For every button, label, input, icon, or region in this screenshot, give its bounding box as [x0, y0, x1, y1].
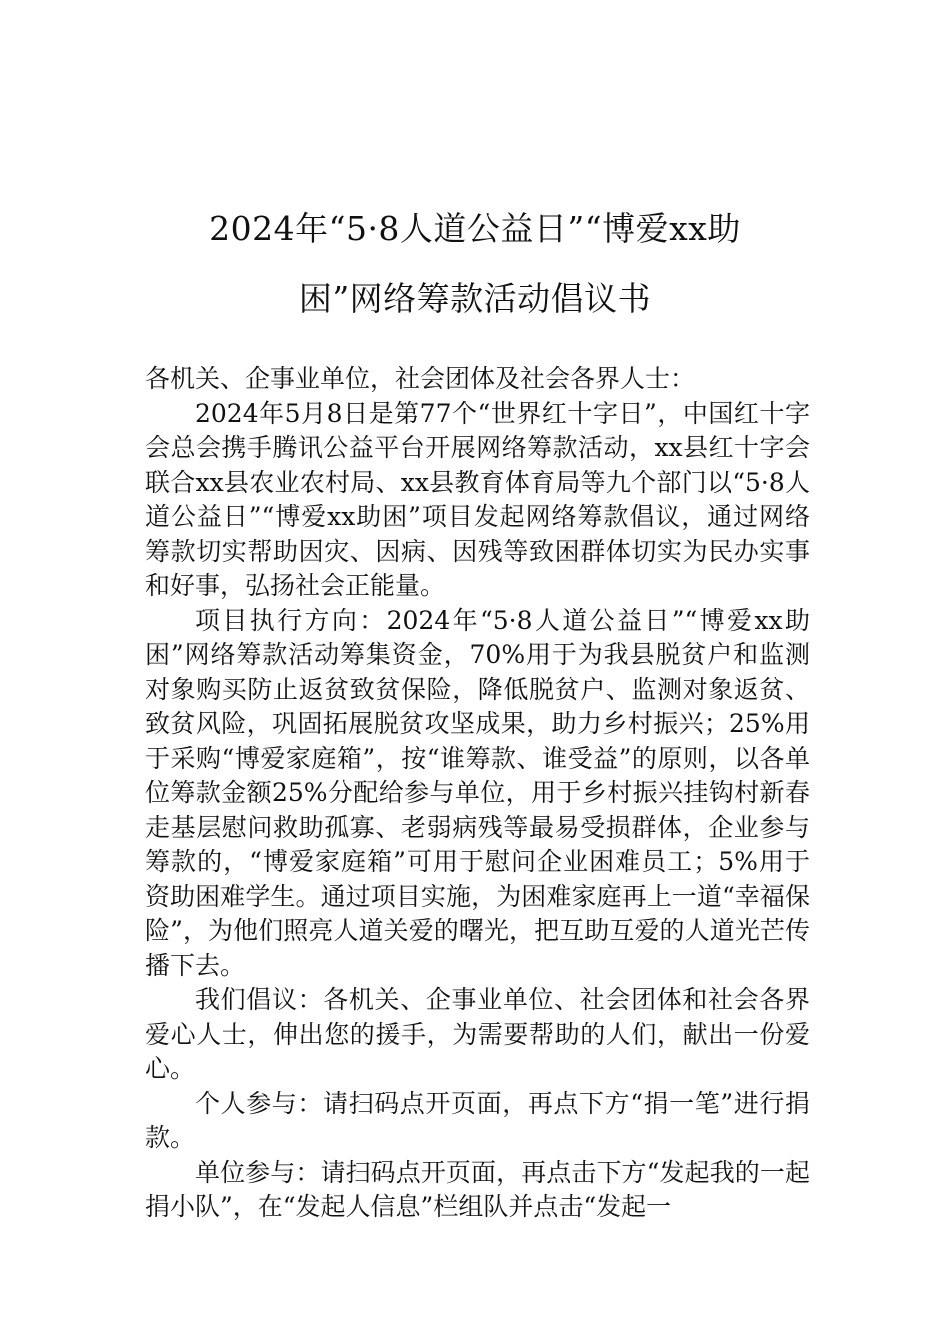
paragraph-unit-participation: 单位参与：请扫码点开页面，再点击下方“发起我的一起捐小队”，在“发起人信息”栏组队并点击“发起一: [145, 1157, 810, 1221]
title-line-1: 2024年“5·8人道公益日”“博爱xx助: [209, 209, 741, 248]
document-title: [150, 194, 800, 334]
title-line-2: 困”网络筹款活动倡议书: [298, 279, 652, 318]
document-body: [145, 362, 810, 1225]
paragraph-project-direction: 项目执行方向：2024年“5·8人道公益日”“博爱xx助困”网络筹款活动筹集资金，70%用于为我县脱贫户和监测对象购买防止返贫致贫保险，降低脱贫户、监测对象返贫、致贫风险，巩固拓展脱贫攻坚成果，助力乡村振兴；25%用于采购“博爱家庭箱”，按“谁筹款、谁受益”的原则，以各单位筹款金额25%分配给参与单位，用于乡村振兴挂钩村新春走基层慰问救助孤寡、老弱病残等最易受损群体，企业参与筹款的，“博爱家庭箱”可用于慰问企业困难员工；5%用于资助困难学生。通过项目实施，为困难家庭再上一道“幸福保险”，为他们照亮人道关爱的曙光，把互助互爱的人道光芒传播下去。: [145, 605, 810, 980]
paragraph-appeal: 我们倡议：各机关、企事业单位、社会团体和社会各界爱心人士，伸出您的援手，为需要帮助的人们，献出一份爱心。: [145, 985, 810, 1083]
paragraph-individual-participation: 个人参与：请扫码点开页面，再点下方“捐一笔”进行捐款。: [145, 1088, 810, 1152]
salutation: 各机关、企事业单位，社会团体及社会各界人士：: [145, 364, 696, 393]
paragraph-intro: 2024年5月8日是第77个“世界红十字日”，中国红十字会总会携手腾讯公益平台开展网络筹款活动，xx县红十字会联合xx县农业农村局、xx县教育体育局等九个部门以“5·8人道公益日”“博爱xx助困”项目发起网络筹款倡议，通过网络筹款切实帮助因灾、因病、因残等致困群体切实为民办实事和好事，弘扬社会正能量。: [145, 398, 810, 600]
